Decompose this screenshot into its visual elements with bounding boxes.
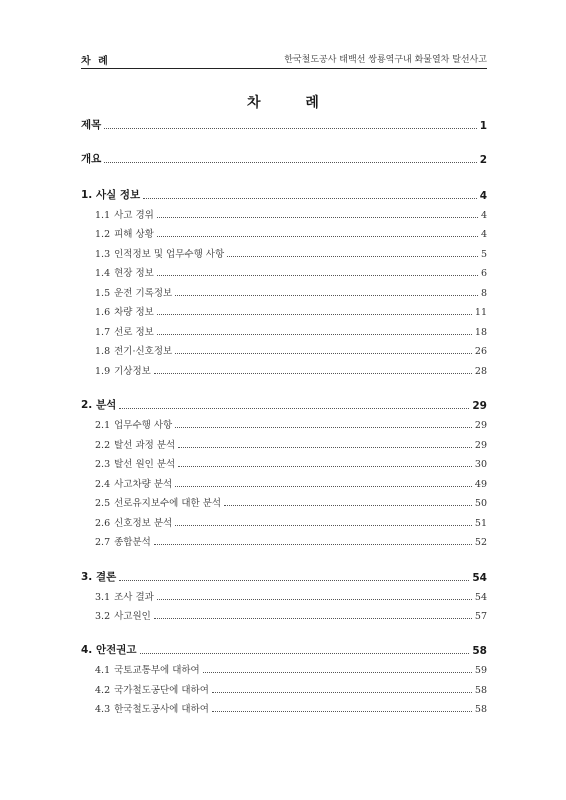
toc-subentry-page: 5 bbox=[480, 249, 487, 260]
toc-subentry-label: 국토교통부에 대하여 bbox=[114, 665, 200, 676]
toc-subentry-label: 사고차량 분석 bbox=[114, 479, 173, 490]
toc-subentry-label: 탈선 원인 분석 bbox=[114, 459, 176, 470]
toc-subentry-label: 운전 기록정보 bbox=[114, 288, 173, 299]
toc-subentry[interactable] bbox=[95, 343, 487, 357]
dot-leader bbox=[104, 128, 476, 129]
toc-subentry-number: 4.1 bbox=[95, 665, 111, 676]
dot-leader bbox=[224, 505, 472, 506]
toc-subentry[interactable] bbox=[95, 226, 487, 240]
toc-subentry-page: 30 bbox=[474, 459, 487, 470]
toc-subentry[interactable] bbox=[95, 476, 487, 490]
dot-leader bbox=[154, 618, 472, 619]
toc-subentry-page: 11 bbox=[474, 307, 487, 318]
dot-leader bbox=[227, 256, 478, 257]
toc-entry-page: 4 bbox=[479, 190, 487, 202]
dot-leader bbox=[175, 353, 472, 354]
dot-leader bbox=[119, 580, 469, 581]
toc-subentry-number: 1.6 bbox=[95, 307, 111, 318]
toc-subentry-label: 사고 경위 bbox=[114, 210, 154, 221]
toc-subentry-label: 탈선 과정 분석 bbox=[114, 440, 176, 451]
toc-subentry-page: 59 bbox=[474, 665, 487, 676]
toc-entry-page: 1 bbox=[479, 120, 487, 132]
toc-entry-page: 2 bbox=[479, 154, 487, 166]
toc-subentry-number: 2.2 bbox=[95, 440, 111, 451]
toc-subentry-number: 1.3 bbox=[95, 249, 111, 260]
toc-subentry[interactable] bbox=[95, 265, 487, 279]
toc-subentry[interactable] bbox=[95, 324, 487, 338]
dot-leader bbox=[104, 162, 476, 163]
toc-entry-overview[interactable] bbox=[81, 152, 487, 166]
toc-subentry-label: 현장 정보 bbox=[114, 268, 154, 279]
toc-subentry[interactable] bbox=[95, 662, 487, 676]
toc-subentry-label: 인적정보 및 업무수행 사항 bbox=[114, 249, 225, 260]
toc-subentry-label: 선로유지보수에 대한 분석 bbox=[114, 498, 222, 509]
toc-subentry[interactable] bbox=[95, 246, 487, 260]
dot-leader bbox=[157, 217, 478, 218]
toc-subentry-page: 58 bbox=[474, 685, 487, 696]
toc-subentry-page: 4 bbox=[480, 229, 487, 240]
toc-subentry-page: 54 bbox=[474, 592, 487, 603]
dot-leader bbox=[157, 599, 472, 600]
toc-section-4[interactable] bbox=[81, 643, 487, 657]
dot-leader bbox=[212, 711, 472, 712]
toc-subentry[interactable] bbox=[95, 495, 487, 509]
toc-subentry-number: 4.2 bbox=[95, 685, 111, 696]
dot-leader bbox=[143, 198, 477, 199]
toc-subentry-page: 58 bbox=[474, 704, 487, 715]
dot-leader bbox=[175, 427, 472, 428]
dot-leader bbox=[119, 408, 469, 409]
toc-subentry-label: 선로 정보 bbox=[114, 327, 154, 338]
toc-subentry-number: 2.3 bbox=[95, 459, 111, 470]
toc-subentry-page: 28 bbox=[474, 366, 487, 377]
header-report-title: 한국철도공사 태백선 쌍룡역구내 화물열차 탈선사고 bbox=[284, 55, 487, 65]
toc-subentry[interactable] bbox=[95, 589, 487, 603]
toc-subentry[interactable] bbox=[95, 701, 487, 715]
toc-subentry-label: 업무수행 사항 bbox=[114, 420, 173, 431]
toc-subentry-page: 57 bbox=[474, 611, 487, 622]
toc-subentry[interactable] bbox=[95, 304, 487, 318]
toc-subentry[interactable] bbox=[95, 363, 487, 377]
header-section-label: 차 례 bbox=[81, 56, 110, 67]
toc-subentry[interactable] bbox=[95, 207, 487, 221]
toc-subentry-number: 2.6 bbox=[95, 518, 111, 529]
toc-subentry-number: 1.8 bbox=[95, 346, 111, 357]
toc-entry-label: 4. 안전권고 bbox=[81, 644, 137, 656]
dot-leader bbox=[175, 486, 472, 487]
dot-leader bbox=[154, 373, 472, 374]
toc-entry-page: 58 bbox=[472, 645, 487, 657]
toc-subentry-page: 49 bbox=[474, 479, 487, 490]
toc-entry-page: 54 bbox=[472, 572, 487, 584]
toc-section-1[interactable] bbox=[81, 188, 487, 202]
toc-section-2[interactable] bbox=[81, 398, 487, 412]
toc-entry-label: 제목 bbox=[81, 119, 102, 131]
toc-subentry-page: 26 bbox=[474, 346, 487, 357]
dot-leader bbox=[157, 275, 478, 276]
toc-subentry-number: 1.2 bbox=[95, 229, 111, 240]
toc-subentry-label: 조사 결과 bbox=[114, 592, 154, 603]
dot-leader bbox=[175, 525, 472, 526]
toc-subentry-number: 4.3 bbox=[95, 704, 111, 715]
toc-subentry-number: 3.1 bbox=[95, 592, 111, 603]
toc-subentry-page: 18 bbox=[474, 327, 487, 338]
toc-subentry[interactable] bbox=[95, 437, 487, 451]
toc-subentry-number: 1.4 bbox=[95, 268, 111, 279]
toc-subentry[interactable] bbox=[95, 515, 487, 529]
dot-leader bbox=[157, 334, 472, 335]
toc-entry-label: 개요 bbox=[81, 153, 102, 165]
toc-subentry-page: 50 bbox=[474, 498, 487, 509]
toc-subentry-number: 3.2 bbox=[95, 611, 111, 622]
toc-subentry[interactable] bbox=[95, 417, 487, 431]
toc-subentry-page: 29 bbox=[474, 420, 487, 431]
dot-leader bbox=[157, 314, 472, 315]
toc-section-3[interactable] bbox=[81, 570, 487, 584]
toc-subentry[interactable] bbox=[95, 534, 487, 548]
toc-subentry[interactable] bbox=[95, 682, 487, 696]
page-title: 차 례 bbox=[247, 95, 339, 111]
dot-leader bbox=[178, 466, 472, 467]
toc-subentry-label: 신호정보 분석 bbox=[114, 518, 173, 529]
toc-subentry-number: 1.7 bbox=[95, 327, 111, 338]
toc-subentry-number: 2.7 bbox=[95, 537, 111, 548]
dot-leader bbox=[212, 692, 472, 693]
toc-subentry-label: 국가철도공단에 대하여 bbox=[114, 685, 209, 696]
toc-subentry-number: 1.1 bbox=[95, 210, 111, 221]
toc-subentry-label: 한국철도공사에 대하여 bbox=[114, 704, 209, 715]
toc-subentry-page: 6 bbox=[480, 268, 487, 279]
dot-leader bbox=[154, 544, 472, 545]
toc-subentry-number: 2.1 bbox=[95, 420, 111, 431]
toc-entry-label: 2. 분석 bbox=[81, 399, 117, 411]
dot-leader bbox=[178, 447, 472, 448]
toc-subentry[interactable] bbox=[95, 608, 487, 622]
toc-subentry-label: 전기·신호정보 bbox=[114, 346, 173, 357]
toc-subentry[interactable] bbox=[95, 456, 487, 470]
dot-leader bbox=[203, 672, 472, 673]
toc-entry-page: 29 bbox=[472, 400, 487, 412]
toc-entry-label: 1. 사실 정보 bbox=[81, 189, 141, 201]
toc-subentry-number: 2.5 bbox=[95, 498, 111, 509]
header-rule bbox=[81, 68, 487, 69]
dot-leader bbox=[175, 295, 478, 296]
toc-subentry-label: 기상정보 bbox=[114, 366, 151, 377]
toc-subentry-page: 29 bbox=[474, 440, 487, 451]
toc-entry-title[interactable] bbox=[81, 118, 487, 132]
dot-leader bbox=[157, 236, 478, 237]
toc-subentry-label: 사고원인 bbox=[114, 611, 151, 622]
toc-subentry-label: 피해 상황 bbox=[114, 229, 154, 240]
toc-subentry-page: 4 bbox=[480, 210, 487, 221]
toc-subentry-page: 51 bbox=[474, 518, 487, 529]
toc-subentry[interactable] bbox=[95, 285, 487, 299]
toc-subentry-number: 1.5 bbox=[95, 288, 111, 299]
toc-subentry-number: 2.4 bbox=[95, 479, 111, 490]
dot-leader bbox=[140, 653, 470, 654]
toc-subentry-page: 8 bbox=[480, 288, 487, 299]
toc-subentry-page: 52 bbox=[474, 537, 487, 548]
toc-subentry-label: 종합분석 bbox=[114, 537, 151, 548]
toc-entry-label: 3. 결론 bbox=[81, 571, 117, 583]
toc-subentry-label: 차량 정보 bbox=[114, 307, 154, 318]
running-header bbox=[81, 52, 487, 66]
toc-subentry-number: 1.9 bbox=[95, 366, 111, 377]
